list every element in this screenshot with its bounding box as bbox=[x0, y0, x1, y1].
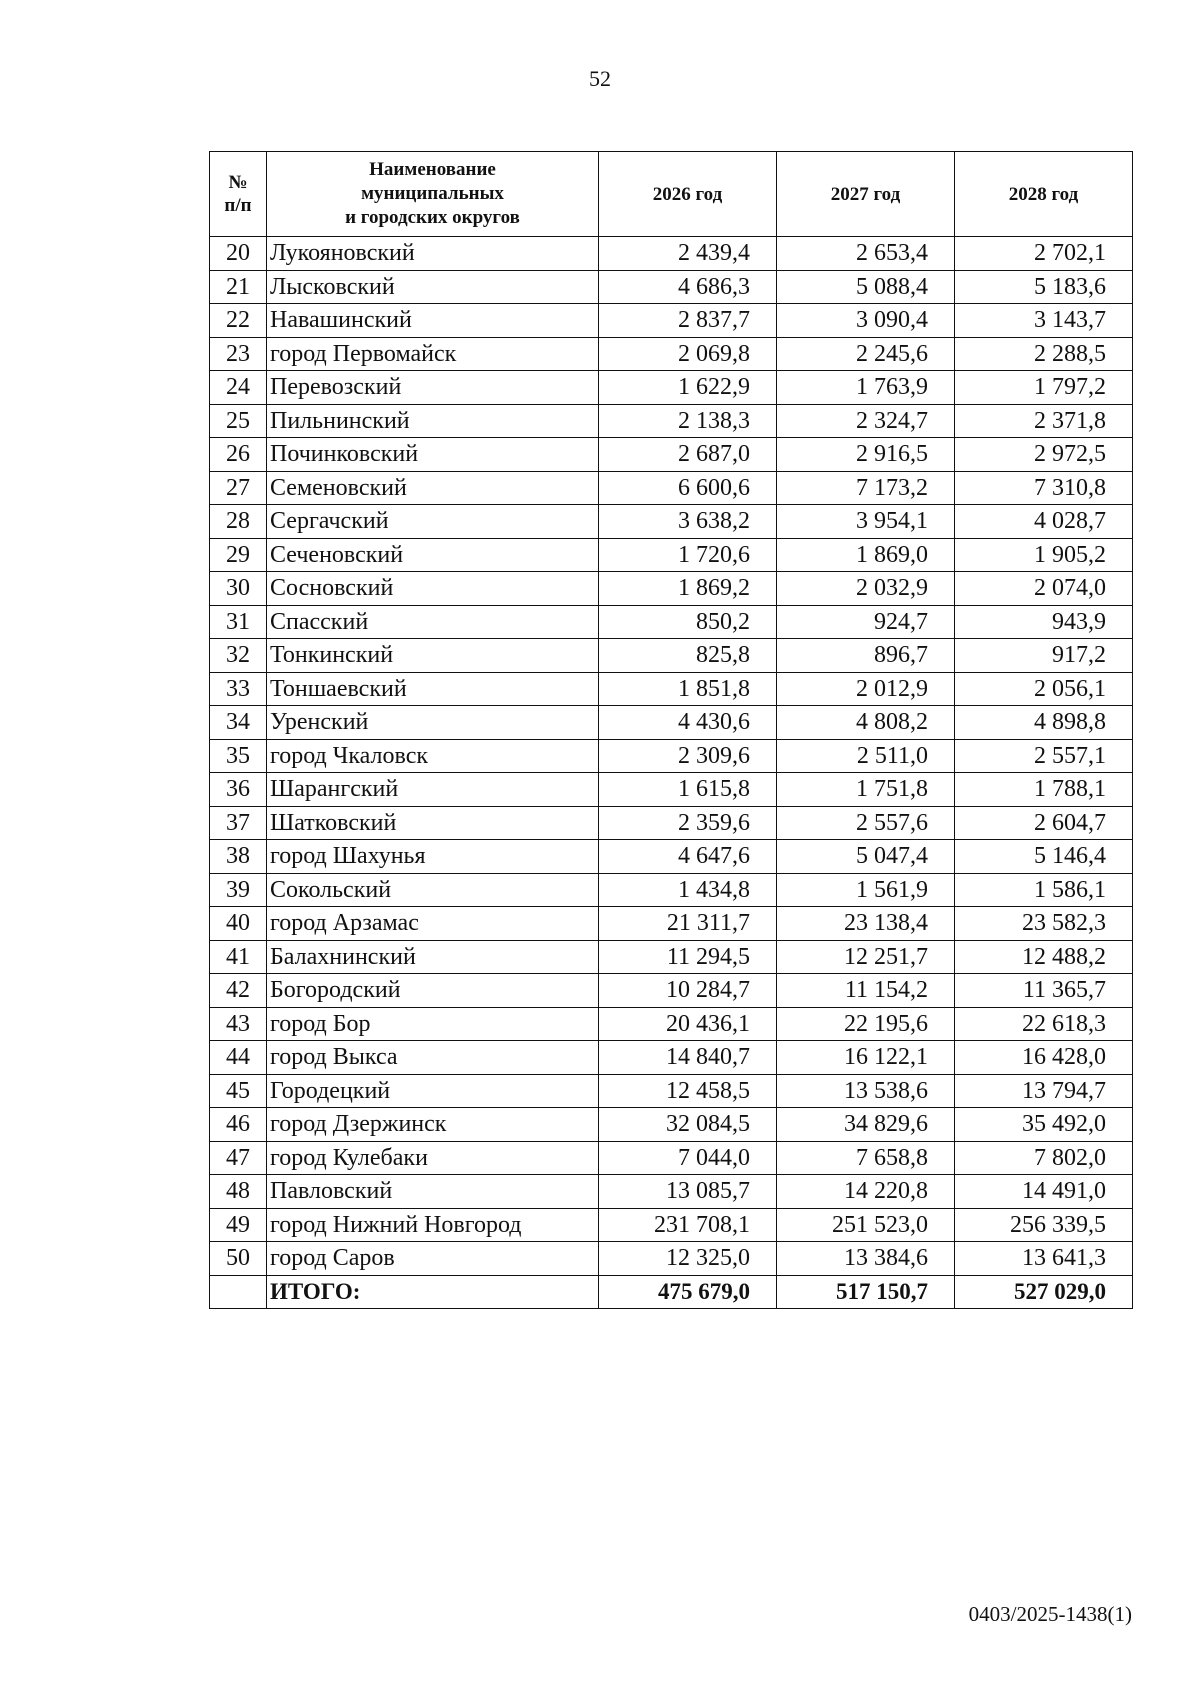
row-number: 42 bbox=[210, 974, 267, 1008]
document-code: 0403/2025-1438(1) bbox=[968, 1602, 1132, 1626]
row-value-2026: 1 869,2 bbox=[599, 572, 777, 606]
row-value-2028: 2 371,8 bbox=[955, 404, 1133, 438]
row-number: 24 bbox=[210, 371, 267, 405]
row-value-2026: 4 686,3 bbox=[599, 270, 777, 304]
table-row bbox=[210, 672, 1133, 706]
row-value-2027: 13 384,6 bbox=[777, 1242, 955, 1276]
row-name: город Первомайск bbox=[267, 337, 599, 371]
table-row bbox=[210, 471, 1133, 505]
row-name: город Шахунья bbox=[267, 840, 599, 874]
row-value-2028: 14 491,0 bbox=[955, 1175, 1133, 1209]
row-name: город Арзамас bbox=[267, 907, 599, 941]
row-value-2026: 2 138,3 bbox=[599, 404, 777, 438]
row-number: 29 bbox=[210, 538, 267, 572]
row-number: 30 bbox=[210, 572, 267, 606]
row-value-2027: 4 808,2 bbox=[777, 706, 955, 740]
row-value-2028: 13 794,7 bbox=[955, 1074, 1133, 1108]
row-value-2026: 32 084,5 bbox=[599, 1108, 777, 1142]
row-name: город Дзержинск bbox=[267, 1108, 599, 1142]
row-name: город Бор bbox=[267, 1007, 599, 1041]
row-value-2028: 2 702,1 bbox=[955, 237, 1133, 271]
header-name-line-3: и городских округов bbox=[345, 207, 520, 228]
row-number: 26 bbox=[210, 438, 267, 472]
row-value-2026: 2 069,8 bbox=[599, 337, 777, 371]
row-value-2028: 2 604,7 bbox=[955, 806, 1133, 840]
header-2028: 2028 год bbox=[955, 152, 1133, 237]
row-name: Сеченовский bbox=[267, 538, 599, 572]
row-number: 23 bbox=[210, 337, 267, 371]
row-value-2028: 1 905,2 bbox=[955, 538, 1133, 572]
row-number: 38 bbox=[210, 840, 267, 874]
row-value-2026: 14 840,7 bbox=[599, 1041, 777, 1075]
row-name: Шатковский bbox=[267, 806, 599, 840]
row-value-2027: 2 012,9 bbox=[777, 672, 955, 706]
row-name: Навашинский bbox=[267, 304, 599, 338]
row-number: 20 bbox=[210, 237, 267, 271]
row-value-2027: 7 173,2 bbox=[777, 471, 955, 505]
table-row bbox=[210, 1007, 1133, 1041]
row-number: 47 bbox=[210, 1141, 267, 1175]
row-name: город Чкаловск bbox=[267, 739, 599, 773]
total-label: ИТОГО: bbox=[267, 1275, 599, 1309]
row-value-2027: 34 829,6 bbox=[777, 1108, 955, 1142]
table-row bbox=[210, 538, 1133, 572]
header-num-line-2: п/п bbox=[224, 195, 252, 216]
table-row bbox=[210, 572, 1133, 606]
table-body bbox=[210, 237, 1133, 1309]
row-value-2027: 1 751,8 bbox=[777, 773, 955, 807]
row-number: 22 bbox=[210, 304, 267, 338]
row-name: Лукояновский bbox=[267, 237, 599, 271]
row-value-2026: 4 647,6 bbox=[599, 840, 777, 874]
total-number-cell bbox=[210, 1275, 267, 1309]
row-number: 43 bbox=[210, 1007, 267, 1041]
row-name: Пильнинский bbox=[267, 404, 599, 438]
table-row bbox=[210, 304, 1133, 338]
table-row bbox=[210, 940, 1133, 974]
row-value-2026: 6 600,6 bbox=[599, 471, 777, 505]
row-value-2028: 12 488,2 bbox=[955, 940, 1133, 974]
row-value-2028: 23 582,3 bbox=[955, 907, 1133, 941]
row-value-2026: 12 458,5 bbox=[599, 1074, 777, 1108]
table-row bbox=[210, 237, 1133, 271]
row-name: город Выкса bbox=[267, 1041, 599, 1075]
row-value-2027: 2 245,6 bbox=[777, 337, 955, 371]
row-number: 34 bbox=[210, 706, 267, 740]
row-value-2028: 917,2 bbox=[955, 639, 1133, 673]
row-value-2027: 14 220,8 bbox=[777, 1175, 955, 1209]
table-row bbox=[210, 639, 1133, 673]
row-value-2027: 2 032,9 bbox=[777, 572, 955, 606]
table-row bbox=[210, 438, 1133, 472]
row-value-2026: 20 436,1 bbox=[599, 1007, 777, 1041]
row-value-2027: 2 324,7 bbox=[777, 404, 955, 438]
total-row bbox=[210, 1275, 1133, 1309]
row-value-2026: 12 325,0 bbox=[599, 1242, 777, 1276]
table-row bbox=[210, 1041, 1133, 1075]
row-value-2028: 4 898,8 bbox=[955, 706, 1133, 740]
table-row bbox=[210, 1141, 1133, 1175]
row-number: 48 bbox=[210, 1175, 267, 1209]
table-row bbox=[210, 773, 1133, 807]
row-value-2028: 256 339,5 bbox=[955, 1208, 1133, 1242]
row-number: 32 bbox=[210, 639, 267, 673]
row-name: Шарангский bbox=[267, 773, 599, 807]
row-number: 21 bbox=[210, 270, 267, 304]
row-name: Уренский bbox=[267, 706, 599, 740]
row-value-2028: 4 028,7 bbox=[955, 505, 1133, 539]
row-number: 50 bbox=[210, 1242, 267, 1276]
row-value-2026: 850,2 bbox=[599, 605, 777, 639]
row-value-2026: 1 615,8 bbox=[599, 773, 777, 807]
header-2027: 2027 год bbox=[777, 152, 955, 237]
row-value-2028: 7 310,8 bbox=[955, 471, 1133, 505]
row-number: 37 bbox=[210, 806, 267, 840]
row-value-2027: 5 088,4 bbox=[777, 270, 955, 304]
row-name: город Саров bbox=[267, 1242, 599, 1276]
row-value-2028: 7 802,0 bbox=[955, 1141, 1133, 1175]
row-value-2026: 2 687,0 bbox=[599, 438, 777, 472]
row-number: 35 bbox=[210, 739, 267, 773]
row-value-2026: 11 294,5 bbox=[599, 940, 777, 974]
row-value-2026: 2 359,6 bbox=[599, 806, 777, 840]
row-value-2026: 1 434,8 bbox=[599, 873, 777, 907]
row-name: Павловский bbox=[267, 1175, 599, 1209]
table-row bbox=[210, 1108, 1133, 1142]
row-value-2026: 4 430,6 bbox=[599, 706, 777, 740]
row-value-2027: 3 090,4 bbox=[777, 304, 955, 338]
row-number: 31 bbox=[210, 605, 267, 639]
table-row bbox=[210, 1074, 1133, 1108]
page-number: 52 bbox=[589, 66, 611, 91]
header-name-line-2: муниципальных bbox=[361, 183, 504, 204]
row-number: 28 bbox=[210, 505, 267, 539]
table-row bbox=[210, 974, 1133, 1008]
row-value-2026: 825,8 bbox=[599, 639, 777, 673]
row-value-2028: 943,9 bbox=[955, 605, 1133, 639]
row-value-2028: 2 288,5 bbox=[955, 337, 1133, 371]
row-value-2028: 22 618,3 bbox=[955, 1007, 1133, 1041]
total-value-2027: 517 150,7 bbox=[777, 1275, 955, 1309]
row-value-2027: 2 916,5 bbox=[777, 438, 955, 472]
header-num bbox=[210, 152, 267, 237]
row-value-2026: 2 837,7 bbox=[599, 304, 777, 338]
row-number: 46 bbox=[210, 1108, 267, 1142]
row-value-2028: 3 143,7 bbox=[955, 304, 1133, 338]
header-2026: 2026 год bbox=[599, 152, 777, 237]
row-value-2028: 11 365,7 bbox=[955, 974, 1133, 1008]
row-name: Сергачский bbox=[267, 505, 599, 539]
table-row bbox=[210, 270, 1133, 304]
row-name: Тоншаевский bbox=[267, 672, 599, 706]
row-value-2027: 924,7 bbox=[777, 605, 955, 639]
row-value-2028: 5 183,6 bbox=[955, 270, 1133, 304]
total-value-2026: 475 679,0 bbox=[599, 1275, 777, 1309]
row-value-2027: 5 047,4 bbox=[777, 840, 955, 874]
row-value-2027: 16 122,1 bbox=[777, 1041, 955, 1075]
row-name: Семеновский bbox=[267, 471, 599, 505]
row-name: Богородский bbox=[267, 974, 599, 1008]
row-number: 25 bbox=[210, 404, 267, 438]
row-value-2027: 12 251,7 bbox=[777, 940, 955, 974]
table-row bbox=[210, 806, 1133, 840]
row-value-2026: 2 439,4 bbox=[599, 237, 777, 271]
row-value-2028: 1 797,2 bbox=[955, 371, 1133, 405]
header-name bbox=[267, 152, 599, 237]
row-value-2028: 1 788,1 bbox=[955, 773, 1133, 807]
row-value-2026: 1 851,8 bbox=[599, 672, 777, 706]
row-name: Сосновский bbox=[267, 572, 599, 606]
row-value-2027: 2 511,0 bbox=[777, 739, 955, 773]
row-value-2028: 2 972,5 bbox=[955, 438, 1133, 472]
row-value-2027: 896,7 bbox=[777, 639, 955, 673]
row-value-2026: 21 311,7 bbox=[599, 907, 777, 941]
row-value-2027: 7 658,8 bbox=[777, 1141, 955, 1175]
row-number: 33 bbox=[210, 672, 267, 706]
table-row bbox=[210, 706, 1133, 740]
row-value-2027: 22 195,6 bbox=[777, 1007, 955, 1041]
table-row bbox=[210, 337, 1133, 371]
row-value-2028: 2 056,1 bbox=[955, 672, 1133, 706]
row-number: 45 bbox=[210, 1074, 267, 1108]
row-value-2027: 1 763,9 bbox=[777, 371, 955, 405]
row-value-2026: 10 284,7 bbox=[599, 974, 777, 1008]
row-value-2026: 7 044,0 bbox=[599, 1141, 777, 1175]
row-name: Перевозский bbox=[267, 371, 599, 405]
table-row bbox=[210, 371, 1133, 405]
table-row bbox=[210, 404, 1133, 438]
table-row bbox=[210, 605, 1133, 639]
row-value-2028: 16 428,0 bbox=[955, 1041, 1133, 1075]
row-value-2028: 2 557,1 bbox=[955, 739, 1133, 773]
row-value-2026: 231 708,1 bbox=[599, 1208, 777, 1242]
header-row bbox=[210, 152, 1133, 237]
row-name: Городецкий bbox=[267, 1074, 599, 1108]
row-value-2026: 2 309,6 bbox=[599, 739, 777, 773]
total-value-2028: 527 029,0 bbox=[955, 1275, 1133, 1309]
table-row bbox=[210, 1208, 1133, 1242]
table-row bbox=[210, 1242, 1133, 1276]
table-row bbox=[210, 840, 1133, 874]
row-value-2027: 13 538,6 bbox=[777, 1074, 955, 1108]
row-value-2026: 1 622,9 bbox=[599, 371, 777, 405]
row-value-2027: 1 869,0 bbox=[777, 538, 955, 572]
row-name: город Нижний Новгород bbox=[267, 1208, 599, 1242]
row-value-2027: 23 138,4 bbox=[777, 907, 955, 941]
table-row bbox=[210, 739, 1133, 773]
row-number: 40 bbox=[210, 907, 267, 941]
row-value-2028: 13 641,3 bbox=[955, 1242, 1133, 1276]
row-name: Починковский bbox=[267, 438, 599, 472]
row-value-2028: 35 492,0 bbox=[955, 1108, 1133, 1142]
row-value-2027: 3 954,1 bbox=[777, 505, 955, 539]
table-row bbox=[210, 505, 1133, 539]
row-number: 41 bbox=[210, 940, 267, 974]
row-name: Лысковский bbox=[267, 270, 599, 304]
row-name: Тонкинский bbox=[267, 639, 599, 673]
header-num-line-1: № bbox=[228, 172, 248, 193]
row-value-2028: 5 146,4 bbox=[955, 840, 1133, 874]
row-value-2027: 251 523,0 bbox=[777, 1208, 955, 1242]
table-header bbox=[210, 152, 1133, 237]
table-row bbox=[210, 1175, 1133, 1209]
row-number: 36 bbox=[210, 773, 267, 807]
row-value-2027: 1 561,9 bbox=[777, 873, 955, 907]
budget-table bbox=[209, 151, 1133, 1309]
row-name: Сокольский bbox=[267, 873, 599, 907]
row-value-2027: 2 653,4 bbox=[777, 237, 955, 271]
row-value-2027: 2 557,6 bbox=[777, 806, 955, 840]
row-value-2026: 3 638,2 bbox=[599, 505, 777, 539]
row-number: 49 bbox=[210, 1208, 267, 1242]
row-number: 27 bbox=[210, 471, 267, 505]
table-row bbox=[210, 873, 1133, 907]
header-name-line-1: Наименование bbox=[369, 159, 496, 180]
row-number: 39 bbox=[210, 873, 267, 907]
row-name: город Кулебаки bbox=[267, 1141, 599, 1175]
row-name: Балахнинский bbox=[267, 940, 599, 974]
row-value-2026: 13 085,7 bbox=[599, 1175, 777, 1209]
row-value-2028: 2 074,0 bbox=[955, 572, 1133, 606]
row-number: 44 bbox=[210, 1041, 267, 1075]
row-value-2027: 11 154,2 bbox=[777, 974, 955, 1008]
row-value-2028: 1 586,1 bbox=[955, 873, 1133, 907]
table-row bbox=[210, 907, 1133, 941]
row-value-2026: 1 720,6 bbox=[599, 538, 777, 572]
row-name: Спасский bbox=[267, 605, 599, 639]
